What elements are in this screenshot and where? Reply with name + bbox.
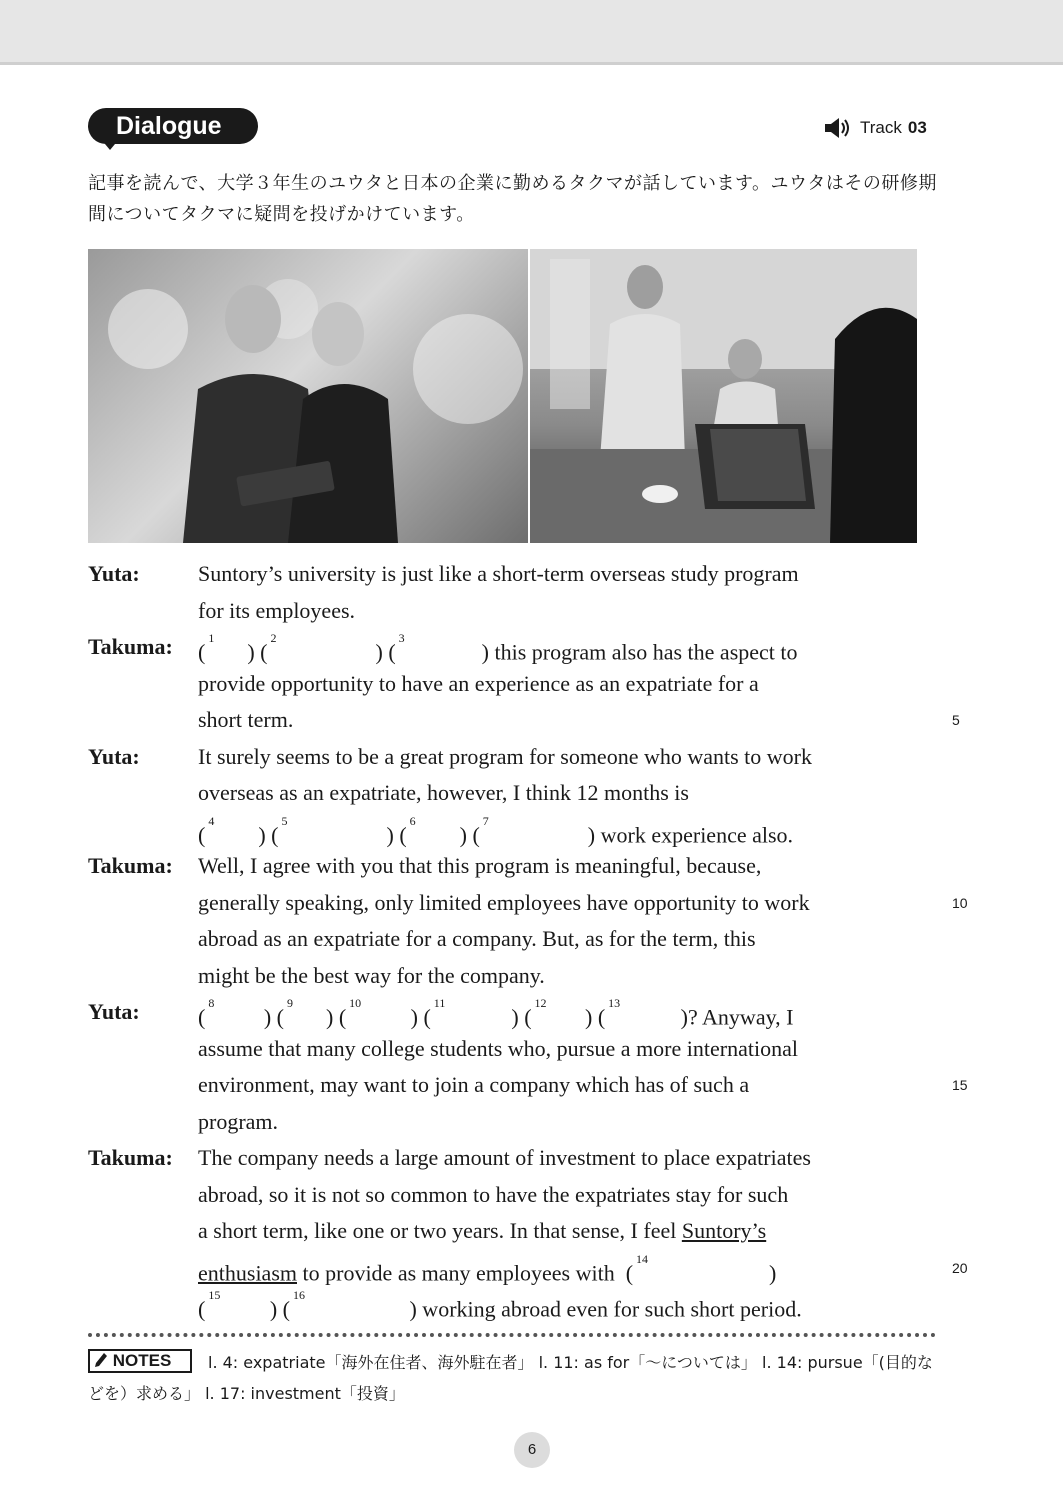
dialogue-line [88, 1067, 988, 1104]
speaker-yuta: Yuta: [88, 743, 140, 769]
line-text: ($^8$ ) ($^9$ ) ($^{10}$ ) ($^{11}$ ) ($^{12}$ ) ($^{13}$ )? Anyway, I [198, 994, 794, 1036]
intro-text: 記事を読んで、大学３年生のユウタと日本の企業に勤めるタクマが話しています。ユウタはその研修期間についてタクマに疑問を投げかけています。 [88, 173, 937, 225]
dialogue-line [88, 1213, 988, 1250]
blank-9[interactable]: ($^9$ ) [276, 996, 334, 1030]
blank-5[interactable]: ($^5$ ) [271, 813, 394, 847]
dialogue-line [88, 556, 988, 593]
line-text: It surely seems to be a great program for someone who wants to work [198, 743, 813, 769]
dialogue-line [88, 1177, 988, 1214]
blank-7[interactable]: ($^7$ [472, 813, 489, 847]
line-text: ($^4$ ) ($^5$ ) ($^6$ ) ($^7$ ) work experience also. [198, 812, 793, 854]
line-text: The company needs a large amount of investment to place expatriates [198, 1145, 811, 1170]
dialogue-line [88, 885, 988, 922]
line-text: program. [198, 1108, 279, 1134]
blank-16[interactable]: ($^{16}$ [282, 1288, 305, 1322]
blank-11[interactable]: ($^{11}$ ) [423, 996, 519, 1030]
line-text: might be the best way for the company. [198, 962, 545, 988]
dialogue-line [88, 1250, 988, 1287]
dialogue-line [88, 1286, 988, 1323]
top-bar [0, 0, 1063, 65]
dialogue-line [88, 1031, 988, 1068]
blank-6[interactable]: ($^6$ ) [399, 813, 467, 847]
blank-13[interactable]: ($^{13}$ [597, 996, 621, 1030]
line-text: overseas as an expatriate, however, I think 12 months is [198, 780, 689, 805]
line-text: environment, may want to join a company which has of such a [198, 1072, 750, 1097]
notes-divider [88, 1333, 936, 1337]
speaker-takuma: Takuma: [88, 634, 173, 659]
dialogue-line [88, 958, 988, 995]
line-text: assume that many college students who, pursue a more international [198, 1035, 798, 1061]
heading-tail [100, 138, 120, 150]
underlined-phrase: enthusiasm [198, 1259, 297, 1285]
blank-8[interactable]: ($^8$ ) [198, 996, 272, 1030]
speaker-takuma: Takuma: [88, 1145, 173, 1170]
blank-4[interactable]: ($^4$ ) [198, 813, 266, 847]
photo-left [88, 249, 528, 543]
line-text: abroad as an expatriate for a company. But, as for the term, this [198, 926, 756, 951]
speaker-icon [824, 117, 854, 139]
photo-right [530, 249, 917, 543]
dialogue-line [88, 1140, 988, 1177]
track-number: 03 [907, 118, 927, 137]
line-text: for its employees. [198, 597, 356, 623]
notes-label: NOTES [88, 1349, 192, 1373]
notes-text: l. 4: expatriate「海外在住者、海外駐在者」 l. 11: as for「〜については」 l. 14: pursue「(目的などを）求める」 l. 17: investment「投資」 [88, 1353, 933, 1403]
line-text: enthusiasm to provide as many employees with ($^{14}$ ) [198, 1250, 776, 1292]
blank-12[interactable]: ($^{12}$ ) [524, 996, 593, 1030]
page-number: 6 [514, 1432, 550, 1468]
track-label: Track [860, 118, 902, 137]
line-text: ($^1$ ) ($^2$ ) ($^3$ ) this program also has the aspect to [198, 629, 798, 671]
dialogue-line [88, 702, 988, 739]
blank-14[interactable]: ($^{14}$ ) [620, 1251, 777, 1285]
dialogue-line [88, 629, 988, 666]
line-number: 20 [952, 1259, 968, 1276]
dialogue-line [88, 994, 988, 1031]
dialogue [88, 556, 988, 1323]
line-text: provide opportunity to have an experience as an expatriate for a [198, 670, 759, 696]
line-text: short term. [198, 707, 294, 732]
line-number: 10 [952, 894, 968, 911]
dialogue-line [88, 593, 988, 630]
line-text: ($^{15}$ ) ($^{16}$ ) working abroad even for such short period. [198, 1286, 802, 1328]
blank-3[interactable]: ($^3$ [388, 631, 405, 665]
dialogue-line [88, 921, 988, 958]
section-heading: Dialogue [88, 108, 258, 144]
line-text: Well, I agree with you that this program is meaningful, because, [198, 853, 762, 878]
dialogue-line [88, 666, 988, 703]
line-text: Suntory’s university is just like a short-term overseas study program [198, 561, 799, 586]
dialogue-line [88, 775, 988, 812]
line-text: abroad, so it is not so common to have the expatriates stay for such [198, 1181, 789, 1207]
speaker-takuma: Takuma: [88, 853, 173, 878]
dialogue-line [88, 1104, 988, 1141]
line-text: a short term, like one or two years. In that sense, I feel Suntory’s [198, 1218, 767, 1243]
speaker-yuta: Yuta: [88, 561, 140, 586]
blank-2[interactable]: ($^2$ ) [260, 631, 383, 665]
blank-1[interactable]: ($^1$ ) [198, 631, 255, 665]
dialogue-line [88, 739, 988, 776]
audio-track[interactable] [824, 115, 927, 141]
underlined-phrase: Suntory’s [681, 1218, 767, 1243]
line-number: 15 [952, 1077, 968, 1093]
blank-10[interactable]: ($^{10}$ ) [338, 996, 418, 1030]
blank-15[interactable]: ($^{15}$ ) [198, 1288, 278, 1322]
speaker-yuta: Yuta: [88, 999, 140, 1024]
line-text: generally speaking, only limited employees have opportunity to work [198, 889, 810, 915]
line-number: 5 [952, 712, 960, 728]
dialogue-line [88, 848, 988, 885]
dialogue-line [88, 812, 988, 849]
